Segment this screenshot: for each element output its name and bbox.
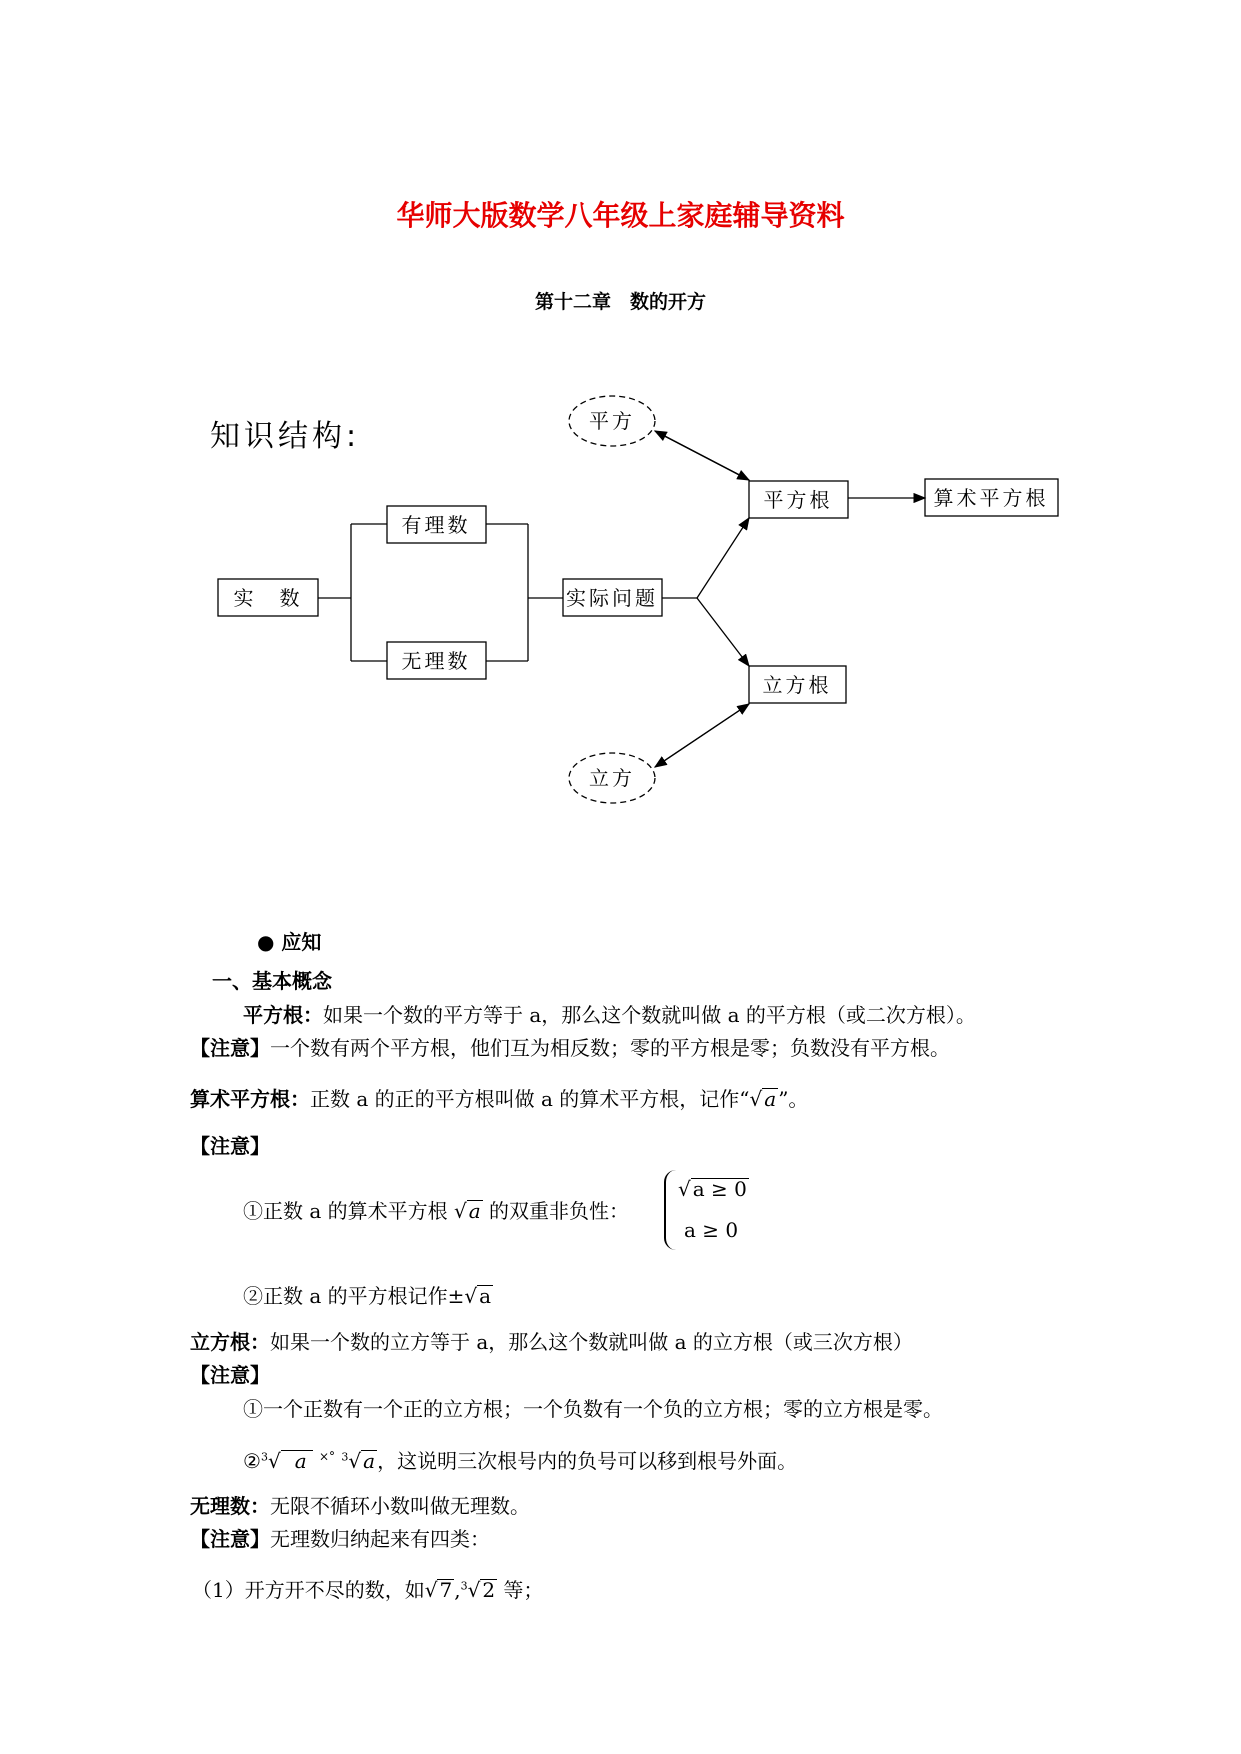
text: ②正数 a 的平方根记作± [243, 1284, 465, 1308]
radicand: 7 [439, 1578, 453, 1602]
radicand: a [468, 1199, 481, 1223]
inequality-2: a ≥ 0 [684, 1218, 739, 1242]
text: 的双重非负性： [489, 1199, 630, 1223]
note-item-2: ②正数 a 的平方根记作±√ a [243, 1284, 492, 1308]
note-text: 一个数有两个平方根，他们互为相反数；零的平方根是零；负数没有平方根。 [270, 1036, 950, 1060]
cube-note-2: ②$^3$√ a ×° $^3$√ a ，这说明三次根号内的负号可以移到根号外面。 [243, 1449, 798, 1473]
definition: 正数 a 的正的平方根叫做 a 的算术平方根，记作“ [310, 1087, 750, 1111]
term: 算术平方根： [190, 1087, 310, 1111]
note-text: 无理数归纳起来有四类： [270, 1527, 490, 1551]
cube-root-label: 立方根 [762, 673, 832, 697]
cube-label: 立方 [589, 766, 635, 790]
section-heading: 一、基本概念 [212, 969, 332, 993]
radicand: a [764, 1087, 777, 1111]
bullet-text: 应知 [281, 930, 322, 954]
term: 平方根： [243, 1003, 323, 1027]
index: 3 [341, 1450, 349, 1464]
definition-end: ”。 [778, 1087, 809, 1111]
cube-root-definition [190, 1332, 913, 1352]
text: 等； [503, 1578, 544, 1602]
square-label: 平方 [589, 409, 635, 433]
note-label: 【注意】 [190, 1527, 270, 1551]
cube-note-1: ①一个正数有一个正的立方根；一个负数有一个负的立方根；零的立方根是零。 [243, 1397, 943, 1421]
bullet-heading: ● 应知 [257, 930, 322, 954]
symbol: ×° [318, 1449, 336, 1464]
real-number-label: 实 数 [233, 586, 303, 610]
square-root-note [190, 1038, 950, 1058]
text: （1）开方开不尽的数，如 [192, 1578, 425, 1602]
irrational-type-1: （1）开方开不尽的数，如√ 7 ,$^3$√ 2 等； [192, 1578, 544, 1602]
radicand: a [479, 1284, 492, 1308]
arithmetic-root-definition [190, 1088, 808, 1109]
definition: 如果一个数的立方等于 a，那么这个数就叫做 a 的立方根（或三次方根） [270, 1330, 913, 1354]
rational-label: 有理数 [401, 513, 471, 537]
irrational-label: 无理数 [401, 649, 471, 673]
radicand: a [281, 1450, 313, 1471]
definition: 如果一个数的平方等于 a，那么这个数就叫做 a 的平方根（或二次方根）。 [323, 1003, 976, 1027]
text: ② [243, 1449, 261, 1473]
note-label: 【注意】 [190, 1134, 270, 1158]
text: ①正数 a 的算术平方根 [243, 1199, 448, 1223]
note-label: 【注意】 [190, 1363, 270, 1387]
text: ，这说明三次根号内的负号可以移到根号外面。 [377, 1449, 798, 1473]
arithmetic-root-label: 算术平方根 [933, 486, 1049, 510]
irrational-definition [190, 1496, 530, 1516]
document-title: 华师大版数学八年级上家庭辅导资料 [396, 199, 845, 232]
chapter-title: 第十二章 数的开方 [534, 291, 706, 313]
note-item-1: ①正数 a 的算术平方根 √ a 的双重非负性： [243, 1199, 630, 1223]
term: 无理数： [190, 1494, 270, 1518]
diagram-heading: 知识结构: [210, 419, 361, 454]
irrational-note [190, 1529, 490, 1549]
term: 立方根： [190, 1330, 270, 1354]
radicand: a [363, 1449, 376, 1473]
note-label: 【注意】 [190, 1036, 270, 1060]
brace [664, 1170, 678, 1250]
inequality: a ≥ 0 [692, 1177, 747, 1201]
sqrt-a: √ a [749, 1087, 777, 1111]
index: 3 [260, 1450, 268, 1464]
index: 3 [460, 1579, 468, 1593]
square-root-definition [243, 1005, 976, 1025]
radicand: 2 [482, 1578, 496, 1602]
definition: 无限不循环小数叫做无理数。 [270, 1494, 530, 1518]
inequality-1: √ a ≥ 0 [678, 1177, 747, 1201]
practical-label: 实际问题 [566, 586, 658, 610]
square-root-label: 平方根 [763, 488, 833, 512]
